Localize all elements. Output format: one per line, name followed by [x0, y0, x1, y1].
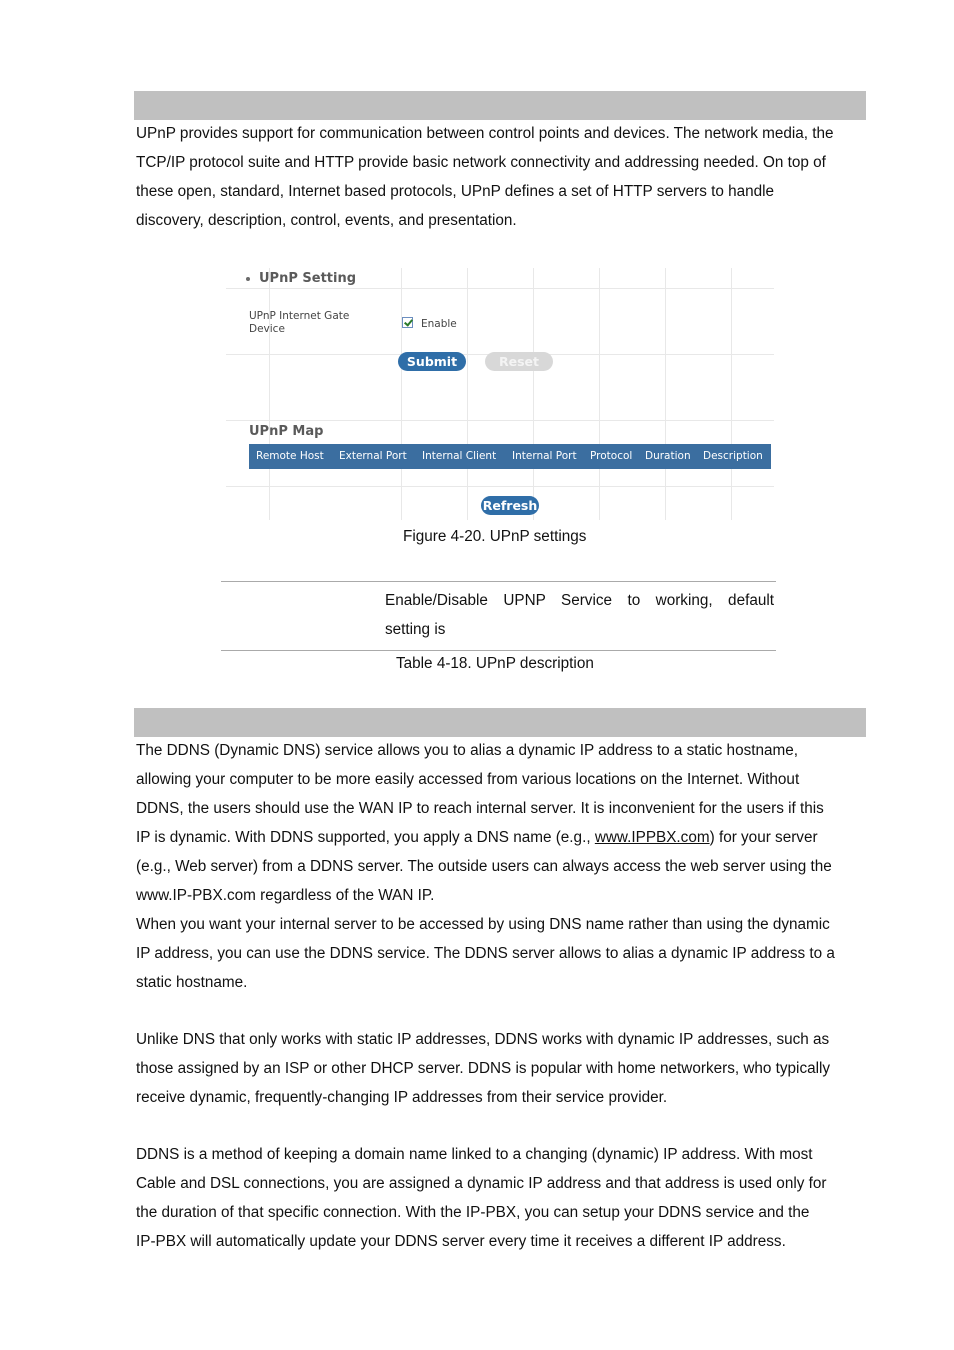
- text-line: setting is: [385, 621, 446, 638]
- text-line: IP-PBX will automatically update your DDNS server every time it receives a different IP address.: [136, 1233, 786, 1250]
- text-line: [136, 823, 866, 852]
- text-line: DDNS is a method of keeping a domain name linked to a changing (dynamic) IP address. With most: [136, 1146, 813, 1163]
- section-heading-bar-upnp: [134, 91, 866, 120]
- enable-checkbox-label: Enable: [421, 318, 457, 330]
- text-line: (e.g., Web server) from a DDNS server. The outside users can always access the web server using the: [136, 858, 832, 875]
- enable-checkbox[interactable]: [402, 317, 413, 328]
- text-line: discovery, description, control, events, and presentation.: [136, 212, 517, 229]
- text-line: TCP/IP protocol suite and HTTP provide basic network connectivity and addressing needed. On top of: [136, 154, 826, 171]
- column-header-internal-client: Internal Client: [422, 450, 497, 462]
- column-header-external-port: External Port: [339, 450, 407, 462]
- text-line: static hostname.: [136, 974, 248, 991]
- text-line: DDNS, the users should use the WAN IP to reach internal server. It is inconvenient for the users if this: [136, 800, 824, 817]
- column-header-remote-host: Remote Host: [256, 450, 324, 462]
- bullet-icon: [246, 277, 250, 281]
- submit-button[interactable]: Submit: [398, 352, 466, 371]
- section-heading-bar-ddns: [134, 708, 866, 737]
- grid-line: [467, 268, 468, 520]
- text-line: UPnP provides support for communication between control points and devices. The network media, the: [136, 125, 834, 142]
- grid-line: [665, 268, 666, 520]
- grid-line: [599, 268, 600, 520]
- ddns-paragraph-3: [136, 1140, 866, 1256]
- grid-line: [731, 268, 732, 520]
- grid-line: [226, 420, 774, 421]
- text-line: receive dynamic, frequently-changing IP addresses from their service provider.: [136, 1089, 668, 1106]
- table-top-rule: [221, 581, 776, 582]
- upnp-intro-paragraph: [136, 119, 866, 235]
- text-line: When you want your internal server to be accessed by using DNS name rather than using the dynamic: [136, 916, 830, 933]
- column-header-duration: Duration: [645, 450, 691, 462]
- grid-line: [401, 268, 402, 520]
- upnp-setting-title-text: UPnP Setting: [259, 271, 357, 286]
- table-caption: Table 4-18. UPnP description: [396, 655, 594, 672]
- upnp-map-title: UPnP Map: [249, 424, 324, 439]
- text-line: these open, standard, Internet based protocols, UPnP defines a set of HTTP servers to handle: [136, 183, 775, 200]
- text-fragment: ) for your server: [709, 829, 818, 846]
- text-line: allowing your computer to be more easily accessed from various locations on the Internet. Without: [136, 771, 800, 788]
- text-line: www.IP-PBX.com regardless of the WAN IP.: [136, 887, 435, 904]
- column-header-description: Description: [703, 450, 763, 462]
- ddns-paragraph-2: [136, 1025, 866, 1112]
- upnp-gateway-label: UPnP Internet Gate Device: [249, 310, 350, 335]
- upnp-setting-title: [246, 271, 356, 286]
- ddns-paragraph-1: [136, 736, 866, 997]
- reset-button[interactable]: Reset: [485, 352, 553, 371]
- text-line: Cable and DSL connections, you are assigned a dynamic IP address and that address is used only for: [136, 1175, 827, 1192]
- ippbx-link[interactable]: www.IPPBX.com: [594, 829, 710, 846]
- refresh-button[interactable]: Refresh: [482, 498, 538, 513]
- upnp-description-cell: [385, 586, 774, 644]
- grid-line: [226, 486, 774, 487]
- text-line: IP address, you can use the DDNS service. The DDNS server allows to alias a dynamic IP address to a: [136, 945, 835, 962]
- text-line: the duration of that specific connection. With the IP-PBX, you can setup your DDNS service and the: [136, 1204, 810, 1221]
- table-bottom-rule: [221, 650, 776, 651]
- text-line: those assigned by an ISP or other DHCP server. DDNS is popular with home networkers, who typically: [136, 1060, 831, 1077]
- column-header-protocol: Protocol: [590, 450, 633, 462]
- grid-line: [533, 268, 534, 520]
- text-line: Enable/Disable UPNP Service to working, default: [385, 592, 774, 609]
- text-line: The DDNS (Dynamic DNS) service allows you to alias a dynamic IP address to a static hostname,: [136, 742, 798, 759]
- upnp-settings-figure: [226, 268, 774, 520]
- upnp-map-table-header: [249, 444, 771, 469]
- column-header-internal-port: Internal Port: [512, 450, 577, 462]
- grid-line: [226, 288, 774, 289]
- figure-caption: Figure 4-20. UPnP settings: [403, 528, 587, 545]
- text-line: Unlike DNS that only works with static IP addresses, DDNS works with dynamic IP addresses, such as: [136, 1031, 830, 1048]
- text-fragment: IP is dynamic. With DDNS supported, you apply a DNS name (e.g.,: [136, 829, 595, 846]
- grid-line: [269, 268, 270, 520]
